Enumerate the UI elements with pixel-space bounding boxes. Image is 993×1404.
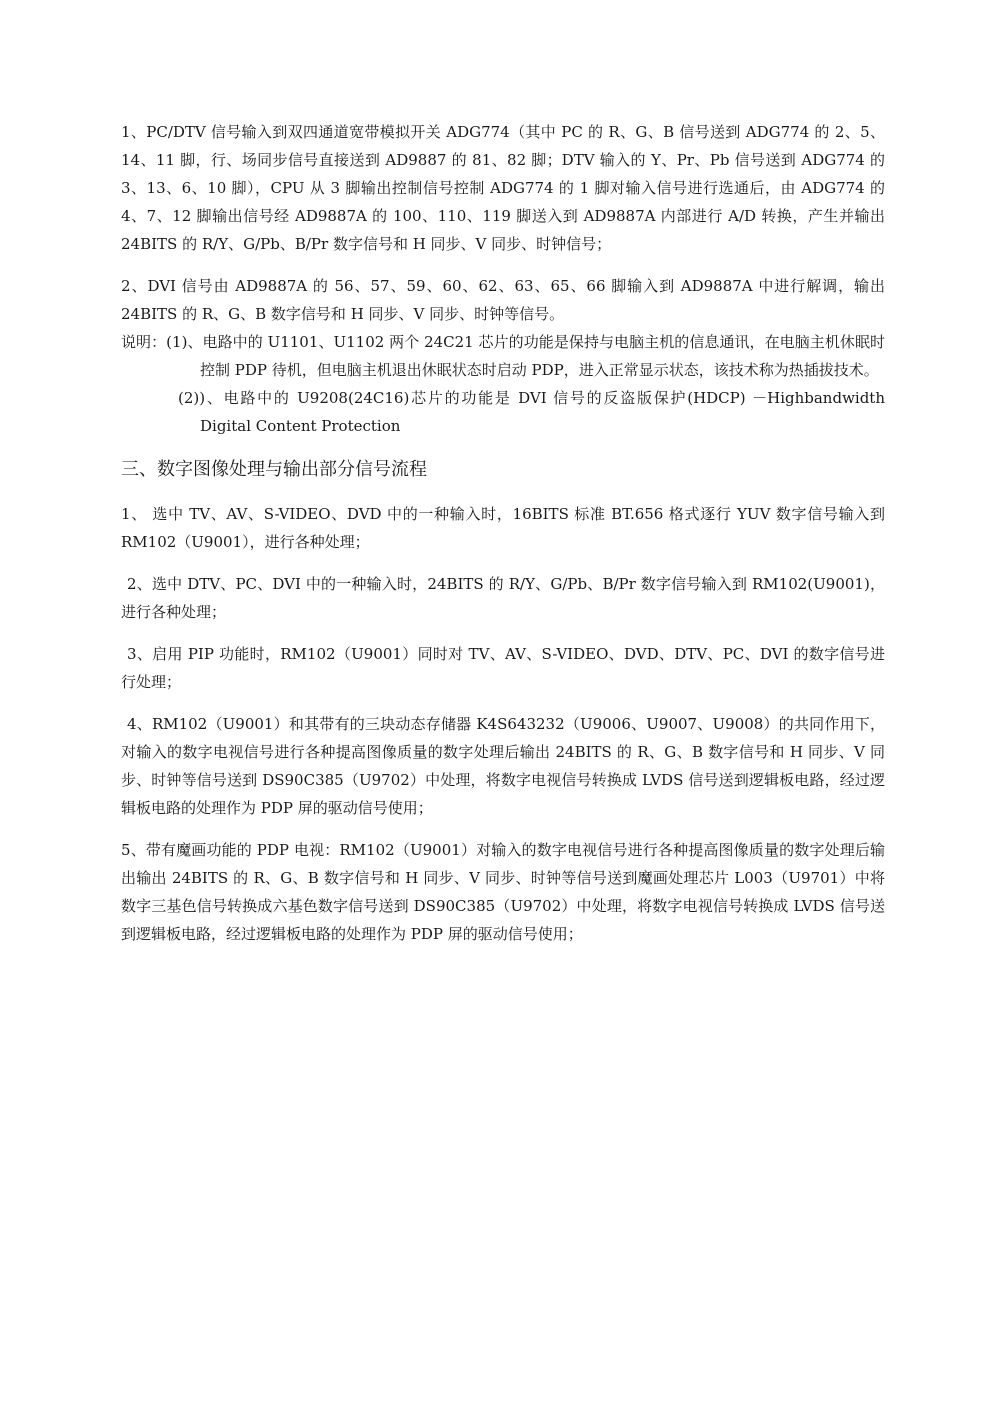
spacer <box>121 626 885 640</box>
spacer <box>121 696 885 710</box>
spacer <box>121 440 885 454</box>
spacer <box>121 258 885 272</box>
paragraph-rm102-processing: 4、RM102（U9001）和其带有的三块动态存储器 K4S643232（U9006、U9007、U9008）的共同作用下，对输入的数字电视信号进行各种提高图像质量的数字处理后输出 24BITS 的 R、G、B 数字信号和 H 同步、V 同步、时钟等信号送到 DS90C385（U9702）中处理，将数字电视信号转换成 LVDS 信号送到逻辑板电路，经过逻辑板电路的处理作为 PDP 屏的驱动信号使用； <box>121 715 885 817</box>
spacer <box>121 486 885 500</box>
spacer <box>121 556 885 570</box>
paragraph-dvi-input: 2、DVI 信号由 AD9887A 的 56、57、59、60、62、63、65、66 脚输入到 AD9887A 中进行解调，输出 24BITS 的 R、G、B 数字信号和 H 同步、V 同步、时钟等信号。 <box>121 277 885 323</box>
paragraph-pip: 3、启用 PIP 功能时，RM102（U9001）同时对 TV、AV、S-VIDEO、DVD、DTV、PC、DVI 的数字信号进行处理； <box>121 645 885 691</box>
paragraph-tv-av-input: 1、 选中 TV、AV、S-VIDEO、DVD 中的一种输入时，16BITS 标准 BT.656 格式逐行 YUV 数字信号输入到 RM102（U9001），进行各种处理； <box>121 505 885 551</box>
section-title-digital-processing: 三、数字图像处理与输出部分信号流程 <box>121 459 427 480</box>
paragraph-dtv-pc-dvi-input: 2、选中 DTV、PC、DVI 中的一种输入时，24BITS 的 R/Y、G/Pb、B/Pr 数字信号输入到 RM102(U9001)，进行各种处理； <box>121 575 885 621</box>
note-hot-plug: 说明：(1)、电路中的 U1101、U1102 两个 24C21 芯片的功能是保持与电脑主机的信息通讯，在电脑主机休眠时控制 PDP 待机，但电脑主机退出休眠状态时启动 PDP，进入正常显示状态，该技术称为热插拔技术。 <box>121 333 885 379</box>
note-hdcp: (2))、电路中的 U9208(24C16)芯片的功能是 DVI 信号的反盗版保护(HDCP) －Highbandwidth Digital Content Protection <box>178 389 885 435</box>
paragraph-pc-dtv-input: 1、PC/DTV 信号输入到双四通道宽带模拟开关 ADG774（其中 PC 的 R、G、B 信号送到 ADG774 的 2、5、14、11 脚，行、场同步信号直接送到 AD9887 的 81、82 脚；DTV 输入的 Y、Pr、Pb 信号送到 ADG774 的 3、13、6、10 脚），CPU 从 3 脚输出控制信号控制 ADG774 的 1 脚对输入信号进行选通后，由 ADG774 的 4、7、12 脚输出信号经 AD9887A 的 100、110、119 脚送入到 AD9887A 内部进行 A/D 转换，产生并输出 24BITS 的 R/Y、G/Pb、B/Pr 数字信号和 H 同步、V 同步、时钟信号； <box>121 123 885 253</box>
spacer <box>121 822 885 836</box>
document-page <box>121 118 885 948</box>
paragraph-mohua-processing: 5、带有魔画功能的 PDP 电视：RM102（U9001）对输入的数字电视信号进行各种提高图像质量的数字处理后输出输出 24BITS 的 R、G、B 数字信号和 H 同步、V 同步、时钟等信号送到魔画处理芯片 L003（U9701）中将数字三基色信号转换成六基色数字信号送到 DS90C385（U9702）中处理，将数字电视信号转换成 LVDS 信号送到逻辑板电路，经过逻辑板电路的处理作为 PDP 屏的驱动信号使用； <box>121 841 885 943</box>
